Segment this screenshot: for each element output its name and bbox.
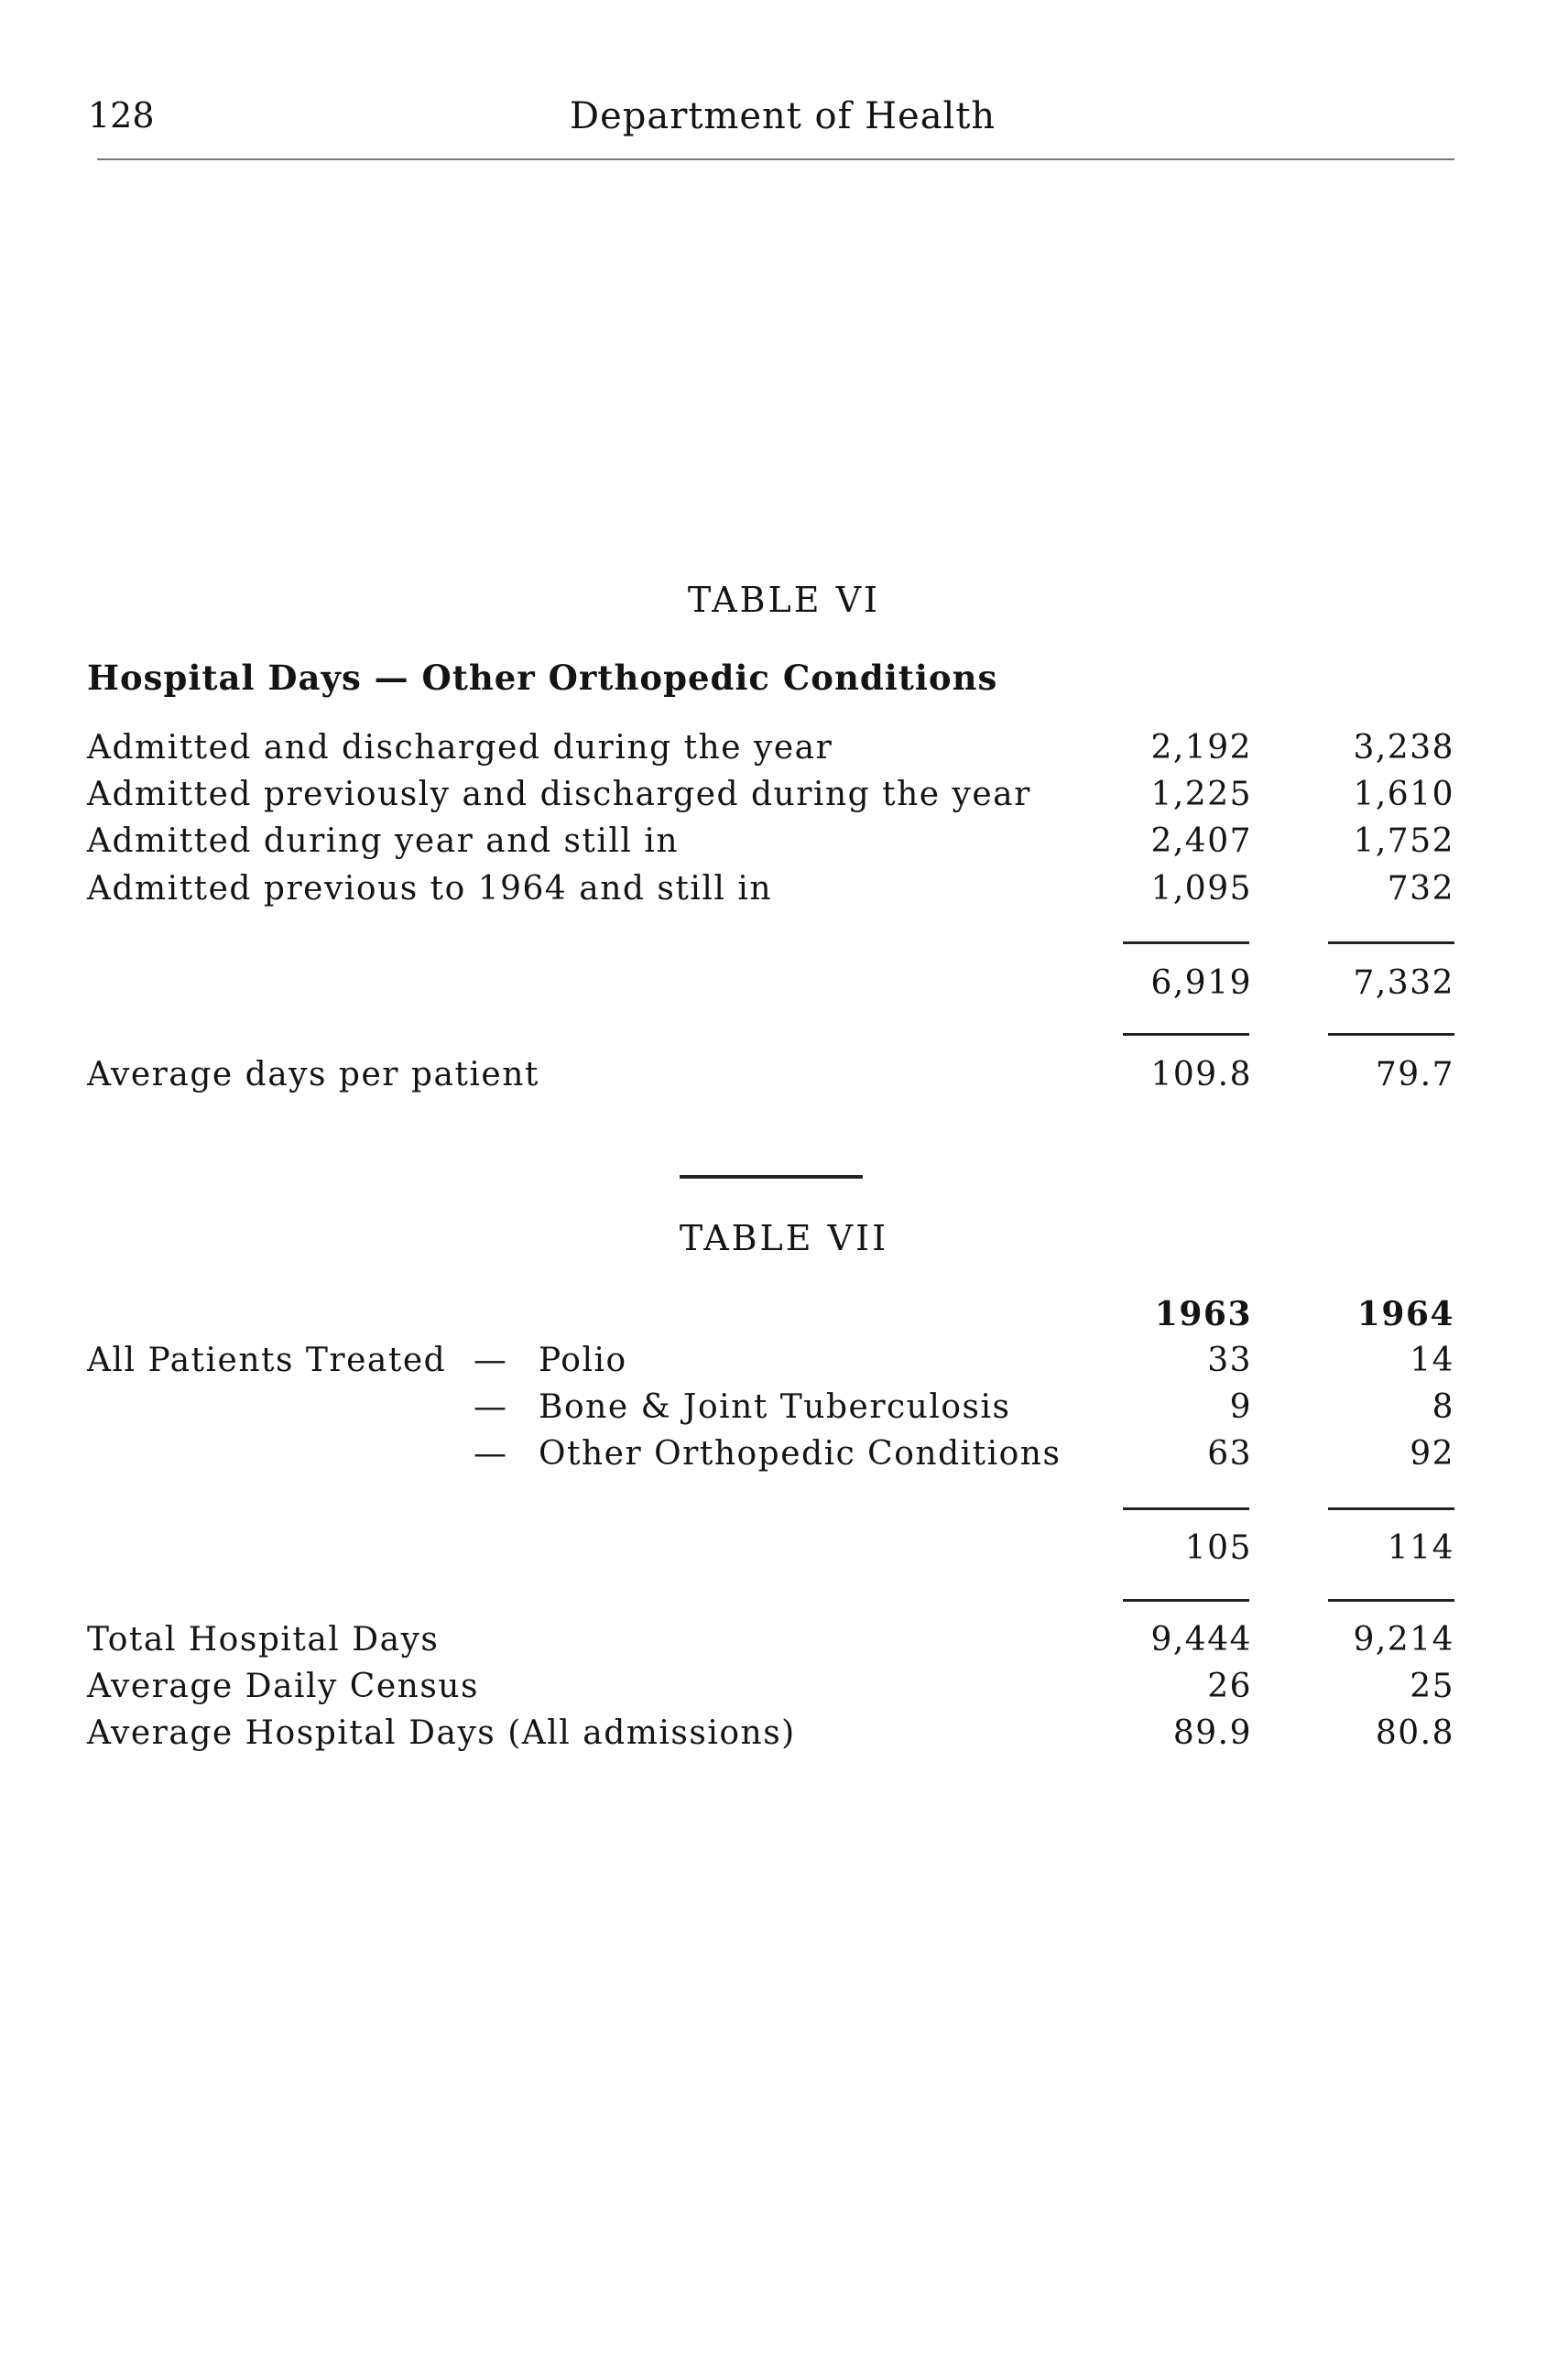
value-col1: 89.9	[1172, 1714, 1252, 1752]
sum-rule-col2	[1328, 941, 1454, 944]
row-label: Total Hospital Days	[87, 1621, 440, 1659]
total-rule-col2	[1328, 1033, 1454, 1036]
total-row	[87, 1529, 1454, 1575]
total-rule-col2	[1328, 1599, 1454, 1602]
summary-row	[87, 1714, 1454, 1760]
total-col1: 6,919	[1150, 964, 1252, 1002]
year-header-1964: 1964	[1356, 1295, 1454, 1333]
sum-rule-col1	[1123, 1507, 1249, 1510]
sum-rule-col2	[1328, 1507, 1454, 1510]
total-row	[87, 964, 1454, 1010]
table-vii-title: TABLE VII	[679, 1218, 889, 1258]
value-col1: 1,095	[1150, 870, 1252, 908]
total-col2: 7,332	[1353, 964, 1454, 1002]
dash: —	[474, 1342, 508, 1379]
table-row	[87, 1435, 1454, 1481]
dash: —	[474, 1388, 508, 1426]
row-label: Polio	[539, 1342, 627, 1379]
table-row	[87, 822, 1454, 868]
value-col2: 9,214	[1353, 1621, 1454, 1659]
value-col2: 14	[1410, 1342, 1454, 1379]
value-col1: 1,225	[1150, 776, 1252, 813]
value-col1: 2,192	[1150, 729, 1252, 767]
total-rule-col1	[1123, 1033, 1249, 1036]
value-col1: 63	[1207, 1435, 1252, 1473]
value-col2: 25	[1410, 1668, 1454, 1705]
running-header-title: Department of Health	[570, 95, 996, 137]
table-row	[87, 776, 1454, 821]
year-header-row	[87, 1295, 1454, 1341]
page-number: 128	[88, 95, 155, 136]
table-row	[87, 1388, 1454, 1434]
table-vi-title: TABLE VI	[687, 580, 881, 620]
row-label: Average Hospital Days (All admissions)	[87, 1714, 796, 1752]
value-col1: 2,407	[1150, 822, 1252, 860]
table-vi-subtitle: Hospital Days — Other Orthopedic Conditions	[87, 658, 998, 698]
row-label: Admitted and discharged during the year	[87, 729, 833, 767]
section-separator	[680, 1175, 863, 1179]
total-col2: 114	[1387, 1529, 1454, 1567]
value-col1: 26	[1207, 1668, 1252, 1705]
row-label: Average days per patient	[87, 1056, 539, 1093]
row-label: Other Orthopedic Conditions	[539, 1435, 1062, 1473]
value-col1: 9	[1229, 1388, 1252, 1426]
row-label: Admitted previously and discharged during the year	[87, 776, 1031, 813]
value-col2: 8	[1432, 1388, 1454, 1426]
value-col2: 92	[1410, 1435, 1454, 1473]
year-header-1963: 1963	[1154, 1295, 1252, 1333]
average-row	[87, 1056, 1454, 1102]
table-row	[87, 729, 1454, 775]
value-col2: 3,238	[1353, 729, 1454, 767]
total-rule-col1	[1123, 1599, 1249, 1602]
row-label: Bone & Joint Tuberculosis	[539, 1388, 1011, 1426]
summary-row	[87, 1668, 1454, 1713]
row-label: Admitted during year and still in	[87, 822, 680, 860]
value-col2: 1,752	[1353, 822, 1454, 860]
table-row	[87, 870, 1454, 916]
value-col2: 732	[1387, 870, 1454, 908]
summary-row	[87, 1621, 1454, 1667]
value-col1: 33	[1207, 1342, 1252, 1379]
value-col2: 80.8	[1375, 1714, 1454, 1752]
dash: —	[474, 1435, 508, 1473]
value-col1: 9,444	[1150, 1621, 1252, 1659]
total-col1: 105	[1184, 1529, 1252, 1567]
table-row	[87, 1342, 1454, 1387]
header-rule	[97, 158, 1454, 160]
value-col2: 79.7	[1375, 1056, 1454, 1093]
row-label: Admitted previous to 1964 and still in	[87, 870, 773, 908]
value-col1: 109.8	[1150, 1056, 1252, 1093]
sum-rule-col1	[1123, 941, 1249, 944]
value-col2: 1,610	[1353, 776, 1454, 813]
row-label: Average Daily Census	[87, 1668, 479, 1705]
group-label: All Patients Treated	[87, 1342, 447, 1379]
